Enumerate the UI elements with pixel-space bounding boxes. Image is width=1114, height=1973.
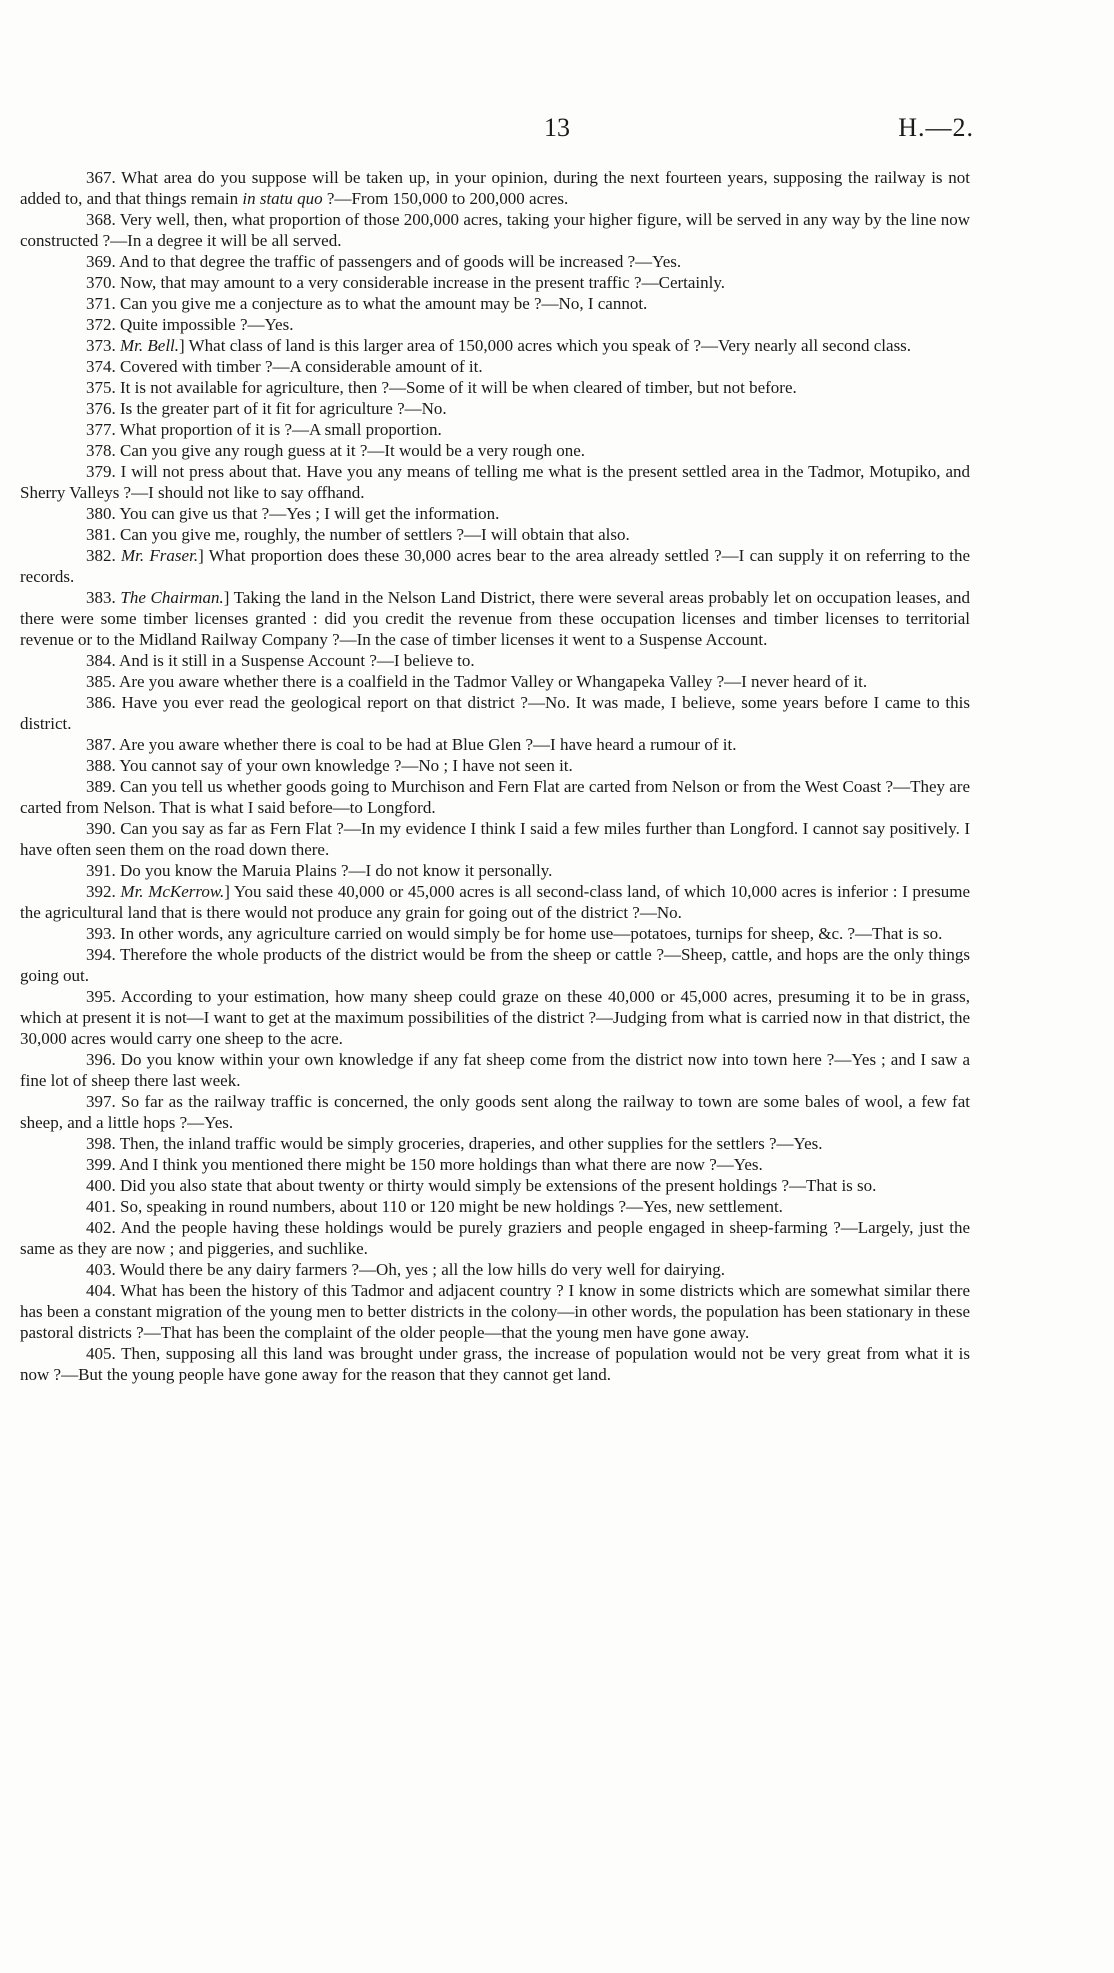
paragraph-text: 399. And I think you mentioned there might be 150 more holdings than what there are now ?—Yes. — [86, 1155, 763, 1174]
question-answer-paragraph — [20, 1280, 970, 1343]
question-answer-paragraph — [20, 272, 970, 293]
question-answer-paragraph — [20, 524, 970, 545]
question-answer-paragraph — [20, 545, 970, 587]
question-answer-paragraph — [20, 1049, 970, 1091]
paragraph-text: 395. According to your estimation, how many sheep could graze on these 40,000 or 45,000 acres, presuming it to be in grass, which at present it is not—I want to get at the maximum possibilities of the district ?—Judging from what is carried now in that district, the 30,000 acres would carry one sheep to the acre. — [20, 987, 970, 1048]
paragraph-text: 383. — [86, 588, 121, 607]
paragraph-text: 379. I will not press about that. Have you any means of telling me what is the present settled area in the Tadmor, Motupiko, and Sherry Valleys ?—I should not like to say offhand. — [20, 462, 970, 502]
question-answer-paragraph — [20, 776, 970, 818]
question-answer-paragraph — [20, 461, 970, 503]
paragraph-text: 394. Therefore the whole products of the district would be from the sheep or cattle ?—Sheep, cattle, and hops are the only things going out. — [20, 945, 970, 985]
paragraph-text: 396. Do you know within your own knowledge if any fat sheep come from the district now into town here ?—Yes ; and I saw a fine lot of sheep there last week. — [20, 1050, 970, 1090]
question-answer-paragraph — [20, 818, 970, 860]
evidence-transcript — [20, 167, 970, 1385]
paragraph-text: 367. What area do you suppose will be taken up, in your opinion, during the next fourteen years, supposing the railway is not added to, and that things remain — [20, 168, 970, 208]
paragraph-text: 400. Did you also state that about twenty or thirty would simply be extensions of the present holdings ?—That is so. — [86, 1176, 877, 1195]
question-answer-paragraph — [20, 398, 970, 419]
question-answer-paragraph — [20, 167, 970, 209]
question-answer-paragraph — [20, 692, 970, 734]
paragraph-text: 373. — [86, 336, 120, 355]
question-answer-paragraph — [20, 881, 970, 923]
document-reference: H.—2. — [898, 113, 974, 142]
paragraph-text: 397. So far as the railway traffic is concerned, the only goods sent along the railway to town are some bales of wool, a few fat sheep, and a little hops ?—Yes. — [20, 1092, 970, 1132]
paragraph-text: 401. So, speaking in round numbers, about 110 or 120 might be new holdings ?—Yes, new settlement. — [86, 1197, 783, 1216]
question-answer-paragraph — [20, 251, 970, 272]
question-answer-paragraph — [20, 293, 970, 314]
paragraph-text-continued: ] Taking the land in the Nelson Land District, there were several areas probably let on occupation leases, and there were some timber licenses granted : did you credit the revenue from these occupation licenses and timber licenses to territorial revenue or to the Midland Railway Company ?—In the case of timber licenses it went to a Suspense Account. — [20, 588, 970, 649]
question-answer-paragraph — [20, 986, 970, 1049]
paragraph-text: 376. Is the greater part of it fit for agriculture ?—No. — [86, 399, 447, 418]
paragraph-text-continued: ?—From 150,000 to 200,000 acres. — [322, 189, 569, 208]
paragraph-text: 378. Can you give any rough guess at it ?—It would be a very rough one. — [86, 441, 586, 460]
paragraph-text: 403. Would there be any dairy farmers ?—Oh, yes ; all the low hills do very well for dairying. — [86, 1260, 725, 1279]
speaker-name: Mr. Bell. — [120, 336, 180, 355]
question-answer-paragraph — [20, 209, 970, 251]
question-answer-paragraph — [20, 650, 970, 671]
question-answer-paragraph — [20, 356, 970, 377]
paragraph-text: 384. And is it still in a Suspense Account ?—I believe to. — [86, 651, 475, 670]
paragraph-text: 389. Can you tell us whether goods going to Murchison and Fern Flat are carted from Nelson or from the West Coast ?—They are carted from Nelson. That is what I said before—to Longford. — [20, 777, 971, 817]
question-answer-paragraph — [20, 734, 970, 755]
question-answer-paragraph — [20, 671, 970, 692]
paragraph-text: 398. Then, the inland traffic would be simply groceries, draperies, and other supplies for the settlers ?—Yes. — [86, 1134, 823, 1153]
speaker-name: in statu quo — [242, 189, 323, 208]
paragraph-text: 382. — [86, 546, 122, 565]
question-answer-paragraph — [20, 1259, 970, 1280]
question-answer-paragraph — [20, 1091, 970, 1133]
question-answer-paragraph — [20, 377, 970, 398]
question-answer-paragraph — [20, 440, 970, 461]
question-answer-paragraph — [20, 1154, 970, 1175]
paragraph-text: 387. Are you aware whether there is coal to be had at Blue Glen ?—I have heard a rumour of it. — [86, 735, 737, 754]
paragraph-text: 371. Can you give me a conjecture as to what the amount may be ?—No, I cannot. — [86, 294, 648, 313]
speaker-name: Mr. McKerrow. — [120, 882, 225, 901]
paragraph-text: 372. Quite impossible ?—Yes. — [86, 315, 294, 334]
paragraph-text: 405. Then, supposing all this land was brought under grass, the increase of population would not be very great from what it is now ?—But the young people have gone away for the reason that they cannot get land. — [20, 1344, 970, 1384]
paragraph-text: 377. What proportion of it is ?—A small proportion. — [86, 420, 442, 439]
question-answer-paragraph — [20, 1133, 970, 1154]
paragraph-text: 380. You can give us that ?—Yes ; I will get the information. — [86, 504, 500, 523]
question-answer-paragraph — [20, 755, 970, 776]
question-answer-paragraph — [20, 923, 970, 944]
speaker-name: Mr. Fraser. — [121, 546, 199, 565]
paragraph-text: 374. Covered with timber ?—A considerable amount of it. — [86, 357, 483, 376]
paragraph-text-continued: ] What proportion does these 30,000 acres bear to the area already settled ?—I can supply it on referring to the records. — [20, 546, 970, 586]
paragraph-text: 393. In other words, any agriculture carried on would simply be for home use—potatoes, turnips for sheep, &c. ?—That is so. — [86, 924, 943, 943]
paragraph-text: 404. What has been the history of this Tadmor and adjacent country ? I know in some districts which are somewhat similar there has been a constant migration of the young men to better districts in the colony—in other words, the population has been stationary in these pastoral districts ?—That has been the complaint of the older people—that the young men have gone away. — [20, 1281, 970, 1342]
paragraph-text: 381. Can you give me, roughly, the number of settlers ?—I will obtain that also. — [86, 525, 630, 544]
question-answer-paragraph — [20, 314, 970, 335]
speaker-name: The Chairman. — [120, 588, 224, 607]
paragraph-text-continued: ] You said these 40,000 or 45,000 acres is all second-class land, of which 10,000 acres is inferior : I presume the agricultural land that is there would not produce any grain for going out of the district ?—No. — [20, 882, 971, 922]
question-answer-paragraph — [20, 419, 970, 440]
paragraph-text: 388. You cannot say of your own knowledge ?—No ; I have not seen it. — [86, 756, 573, 775]
question-answer-paragraph — [20, 503, 970, 524]
question-answer-paragraph — [20, 587, 970, 650]
paragraph-text: 386. Have you ever read the geological report on that district ?—No. It was made, I believe, some years before I came to this district. — [20, 693, 970, 733]
paragraph-text-continued: ] What class of land is this larger area of 150,000 acres which you speak of ?—Very nearly all second class. — [179, 336, 912, 355]
paragraph-text: 375. It is not available for agriculture, then ?—Some of it will be when cleared of timber, but not before. — [86, 378, 797, 397]
question-answer-paragraph — [20, 860, 970, 881]
paragraph-text: 391. Do you know the Maruia Plains ?—I do not know it personally. — [86, 861, 553, 880]
question-answer-paragraph — [20, 944, 970, 986]
paragraph-text: 369. And to that degree the traffic of passengers and of goods will be increased ?—Yes. — [86, 252, 682, 271]
question-answer-paragraph — [20, 1343, 970, 1385]
question-answer-paragraph — [20, 1217, 970, 1259]
paragraph-text: 385. Are you aware whether there is a coalfield in the Tadmor Valley or Whangapeka Valley ?—I never heard of it. — [86, 672, 868, 691]
paragraph-text: 370. Now, that may amount to a very considerable increase in the present traffic ?—Certainly. — [86, 273, 726, 292]
question-answer-paragraph — [20, 1196, 970, 1217]
paragraph-text: 402. And the people having these holdings would be purely graziers and people engaged in sheep-farming ?—Largely, just the same as they are now ; and piggeries, and suchlike. — [20, 1218, 970, 1258]
page-number: 13 — [544, 113, 570, 142]
page-header — [0, 112, 1114, 152]
question-answer-paragraph — [20, 1175, 970, 1196]
paragraph-text: 390. Can you say as far as Fern Flat ?—In my evidence I think I said a few miles further than Longford. I cannot say positively. I have often seen them on the road down there. — [20, 819, 970, 859]
paragraph-text: 392. — [86, 882, 121, 901]
question-answer-paragraph — [20, 335, 970, 356]
paragraph-text: 368. Very well, then, what proportion of those 200,000 acres, taking your higher figure, will be served in any way by the line now constructed ?—In a degree it will be all served. — [20, 210, 970, 250]
